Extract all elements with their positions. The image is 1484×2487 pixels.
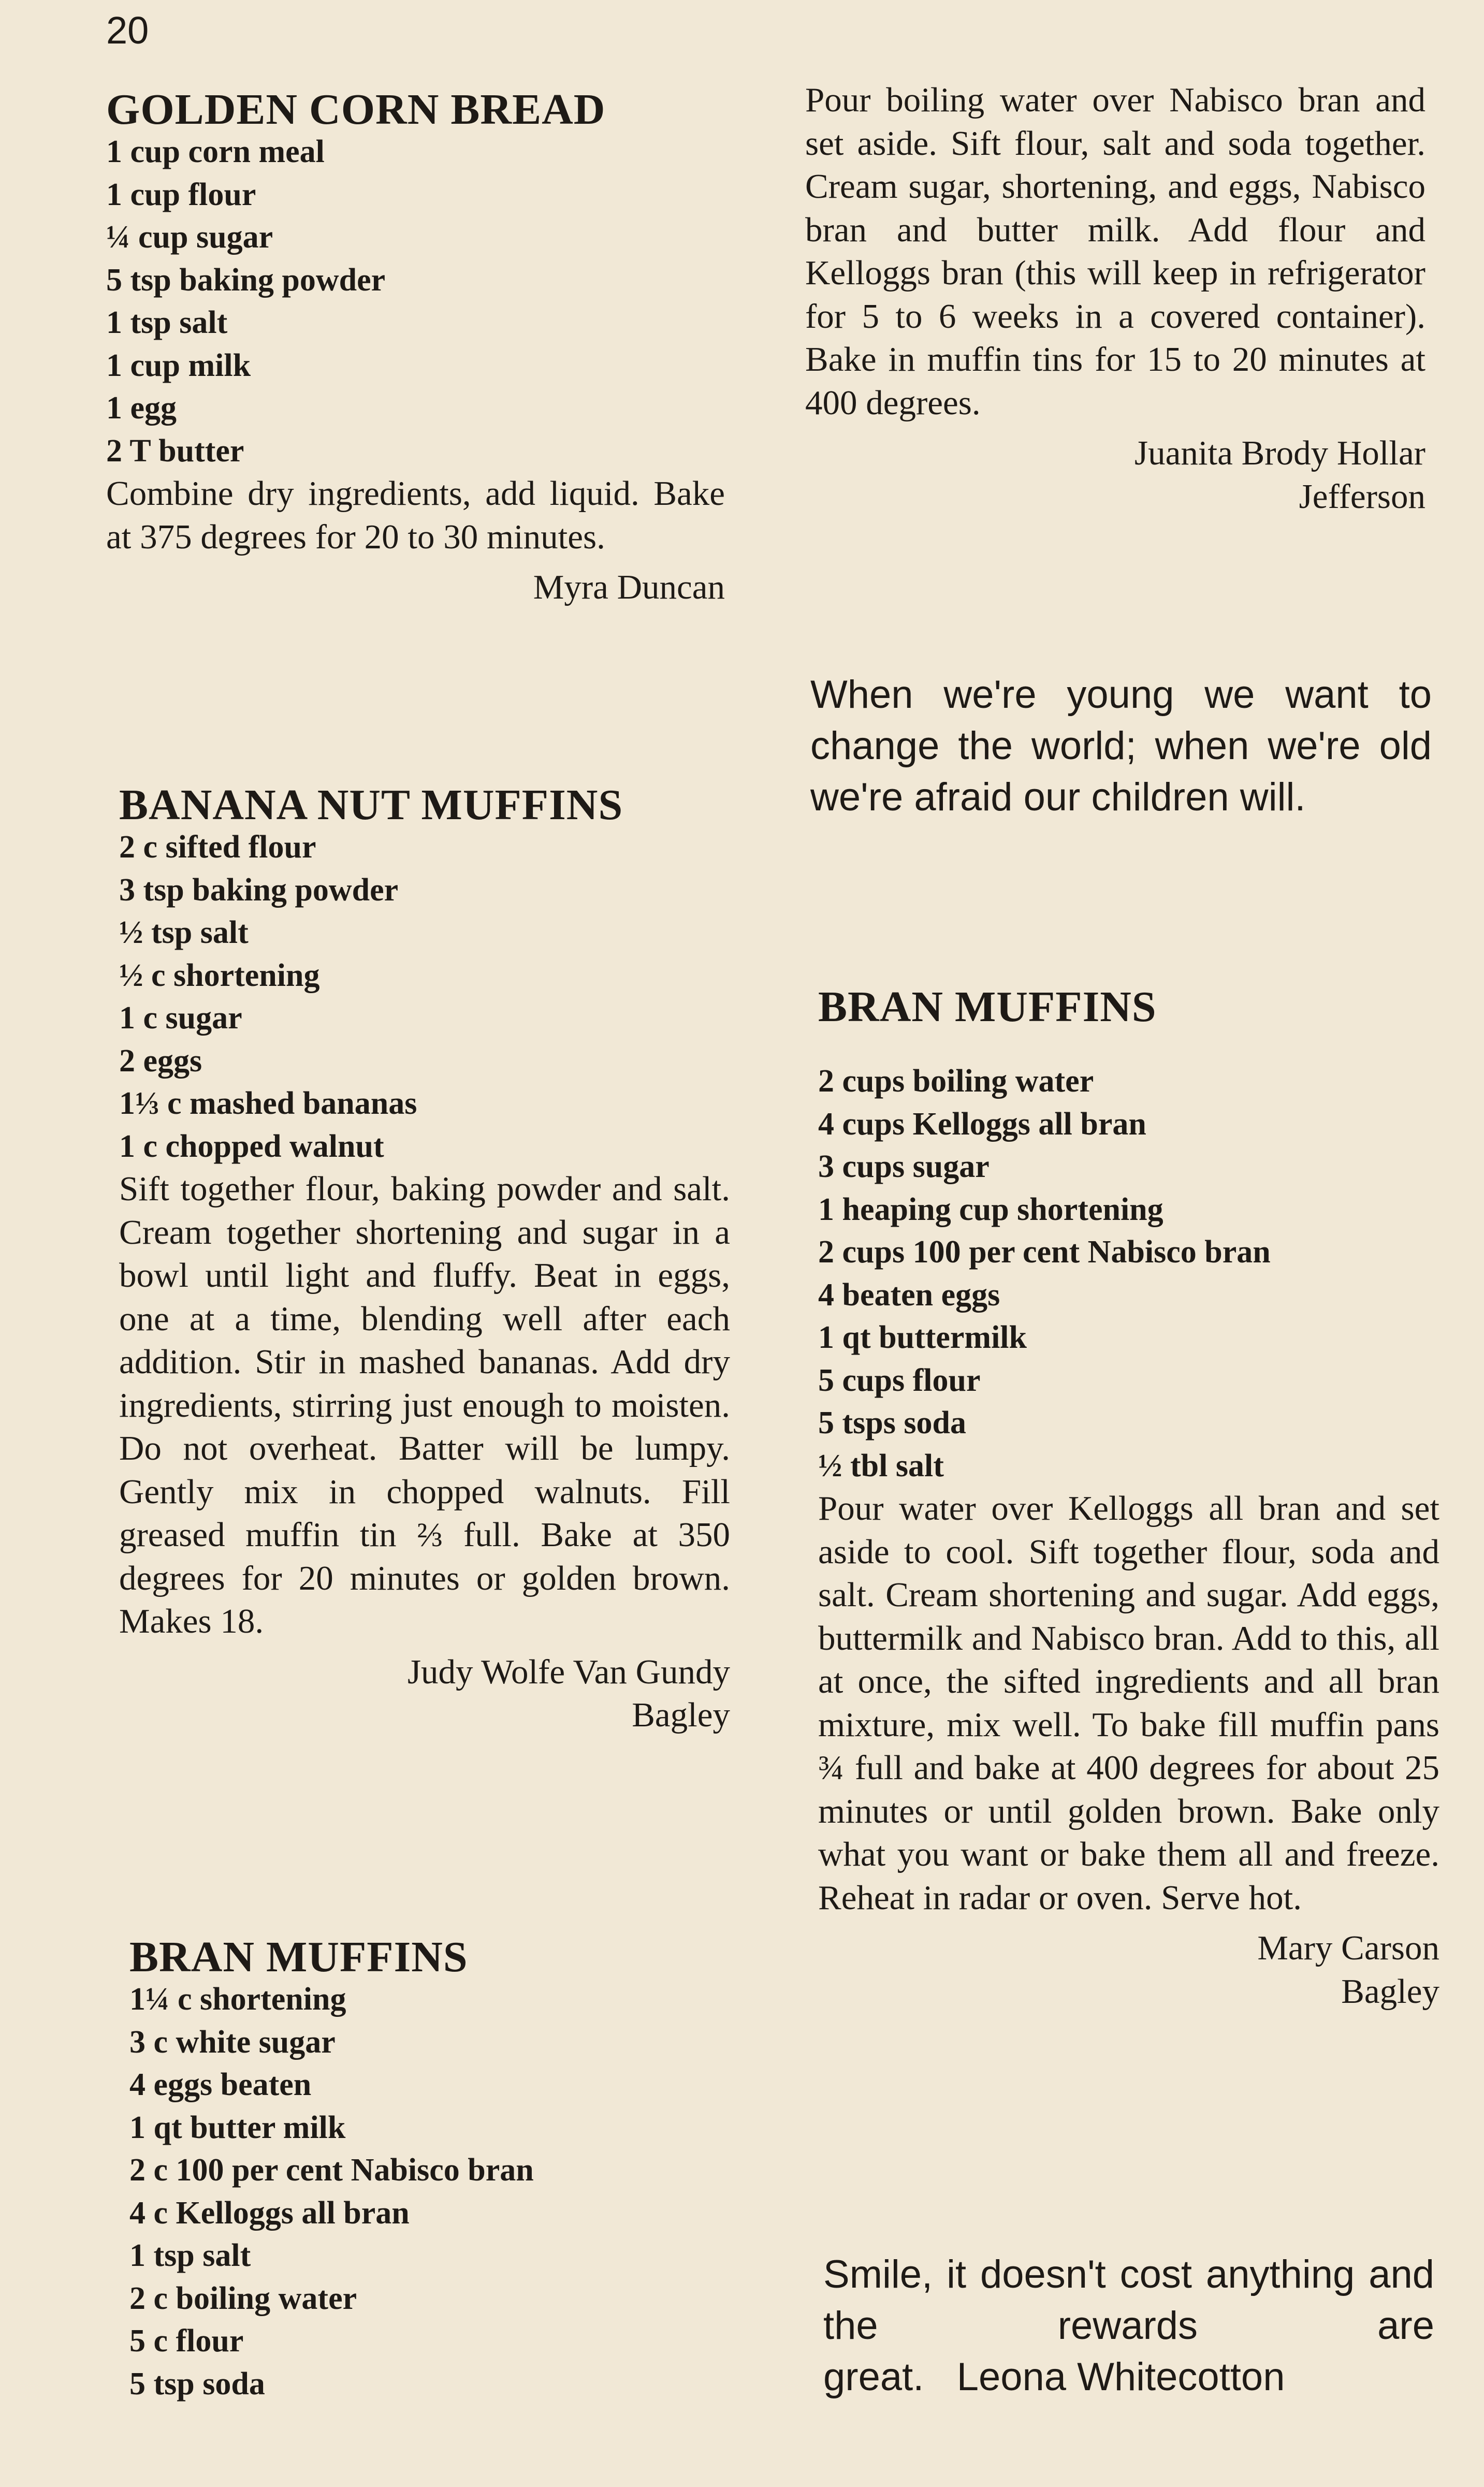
recipe-title: BANANA NUT MUFFINS — [119, 781, 623, 829]
recipe-directions: Sift together flour, baking powder and salt. Cream together shortening and sugar in a bowl until light and fluffy. Beat in eggs, one at a time, blending well after each addition. Stir in mashed bananas. Add dry ingredients, stirring just enough to moisten. Do not overheat. Batter will be lumpy. Gently mix in chopped walnuts. Fill greased muffin tin ⅔ full. Bake at 350 degrees for 20 minutes or golden brown. Makes 18. — [119, 1170, 730, 1640]
ingredient: 1 cup flour — [106, 177, 256, 212]
ingredient: 1 tsp salt — [129, 2238, 251, 2273]
recipe-directions: Combine dry ingredients, add liquid. Bake at 375 degrees for 20 to 30 minutes. — [106, 474, 725, 556]
ingredient: 1 cup corn meal — [106, 134, 325, 169]
ingredient: 2 eggs — [119, 1043, 202, 1079]
ingredient: 2 c 100 per cent Nabisco bran — [129, 2153, 534, 2188]
recipe-bran-muffins-1 — [129, 1931, 730, 2405]
page-number: 20 — [106, 9, 149, 52]
ingredient: ¼ cup sugar — [106, 220, 273, 255]
ingredient: ½ tbl salt — [818, 1448, 944, 1484]
ingredient: ½ c shortening — [119, 957, 320, 993]
recipe-directions: Pour water over Kelloggs all bran and set aside to cool. Sift together flour, soda and salt. Cream shortening and sugar. Add eggs, buttermilk and Nabisco bran. Add to this, all at once, the sifted ingredients and all bran mixture, mix well. To bake fill muffin pans ¾ full and bake at 400 degrees for about 25 minutes or until golden brown. Bake only what you want or bake them all and freeze. Reheat in radar or oven. Serve hot. — [818, 1489, 1439, 1917]
ingredient-list — [818, 1060, 1445, 1487]
recipe-author: Juanita Brody Hollar — [1134, 434, 1425, 472]
ingredient: 2 cups boiling water — [818, 1064, 1094, 1099]
ingredient-list — [106, 130, 730, 472]
quote-text: Smile, it doesn't cost anything and the rewards are great. — [823, 2252, 1434, 2399]
ingredient: 1 tsp salt — [106, 305, 228, 340]
ingredient: 2 c boiling water — [129, 2280, 357, 2316]
recipe-title: BRAN MUFFINS — [818, 983, 1157, 1031]
recipe-title: BRAN MUFFINS — [129, 1933, 468, 1981]
ingredient: 1 qt buttermilk — [818, 1320, 1027, 1355]
ingredient: 2 c sifted flour — [119, 830, 316, 865]
recipe-golden-corn-bread — [106, 84, 730, 609]
ingredient: 3 c white sugar — [129, 2024, 336, 2060]
ingredient: 1 heaping cup shortening — [818, 1191, 1163, 1227]
recipe-title: GOLDEN CORN BREAD — [106, 85, 606, 134]
ingredient: 1 egg — [106, 390, 177, 426]
recipe-author: Judy Wolfe Van Gundy — [407, 1652, 730, 1691]
ingredient-list — [129, 1978, 730, 2405]
ingredient: 5 cups flour — [818, 1362, 981, 1398]
ingredient-list — [119, 826, 730, 1168]
quote-author: Leona Whitecotton — [956, 2355, 1285, 2399]
ingredient: 1⅓ c mashed bananas — [119, 1086, 417, 1121]
ingredient: 4 beaten eggs — [818, 1277, 1000, 1313]
ingredient: 3 tsp baking powder — [119, 872, 399, 908]
quote — [810, 669, 1432, 823]
recipe-bran-muffins-1-continued — [805, 79, 1427, 518]
ingredient: 4 c Kelloggs all bran — [129, 2195, 410, 2231]
recipe-author: Myra Duncan — [533, 568, 725, 606]
ingredient: 3 cups sugar — [818, 1149, 990, 1184]
ingredient: 1 qt butter milk — [129, 2110, 346, 2145]
quote — [823, 2249, 1434, 2403]
recipe-town: Bagley — [632, 1696, 730, 1734]
ingredient: 5 tsp soda — [129, 2366, 265, 2402]
quote-text: When we're young we want to change the world; when we're old we're afraid our children will. — [810, 673, 1432, 819]
ingredient: 1 cup milk — [106, 347, 251, 383]
ingredient: 1¼ c shortening — [129, 1982, 346, 2017]
ingredient: 1 c sugar — [119, 1000, 242, 1036]
ingredient: 5 c flour — [129, 2323, 244, 2359]
ingredient: 2 T butter — [106, 433, 244, 469]
ingredient: 1 c chopped walnut — [119, 1128, 384, 1164]
recipe-bran-muffins-2 — [818, 981, 1445, 2013]
recipe-directions: Pour boiling water over Nabisco bran and set aside. Sift flour, salt and soda together. Cream sugar, shortening, and eggs, Nabisco bran and butter milk. Add flour and Kelloggs bran (this will keep in refrigerator for 5 to 6 weeks in a covered container). Bake in muffin tins for 15 to 20 minutes at 400 degrees. — [805, 81, 1425, 422]
recipe-town: Bagley — [1341, 1972, 1439, 2011]
ingredient: 2 cups 100 per cent Nabisco bran — [818, 1234, 1271, 1270]
ingredient: 5 tsps soda — [818, 1405, 966, 1441]
ingredient: 4 eggs beaten — [129, 2067, 312, 2102]
recipe-banana-nut-muffins — [119, 779, 730, 1737]
ingredient: ½ tsp salt — [119, 915, 249, 950]
ingredient: 4 cups Kelloggs all bran — [818, 1106, 1146, 1142]
ingredient: 5 tsp baking powder — [106, 262, 386, 298]
recipe-town: Jefferson — [1299, 477, 1425, 516]
recipe-author: Mary Carson — [1257, 1929, 1439, 1967]
